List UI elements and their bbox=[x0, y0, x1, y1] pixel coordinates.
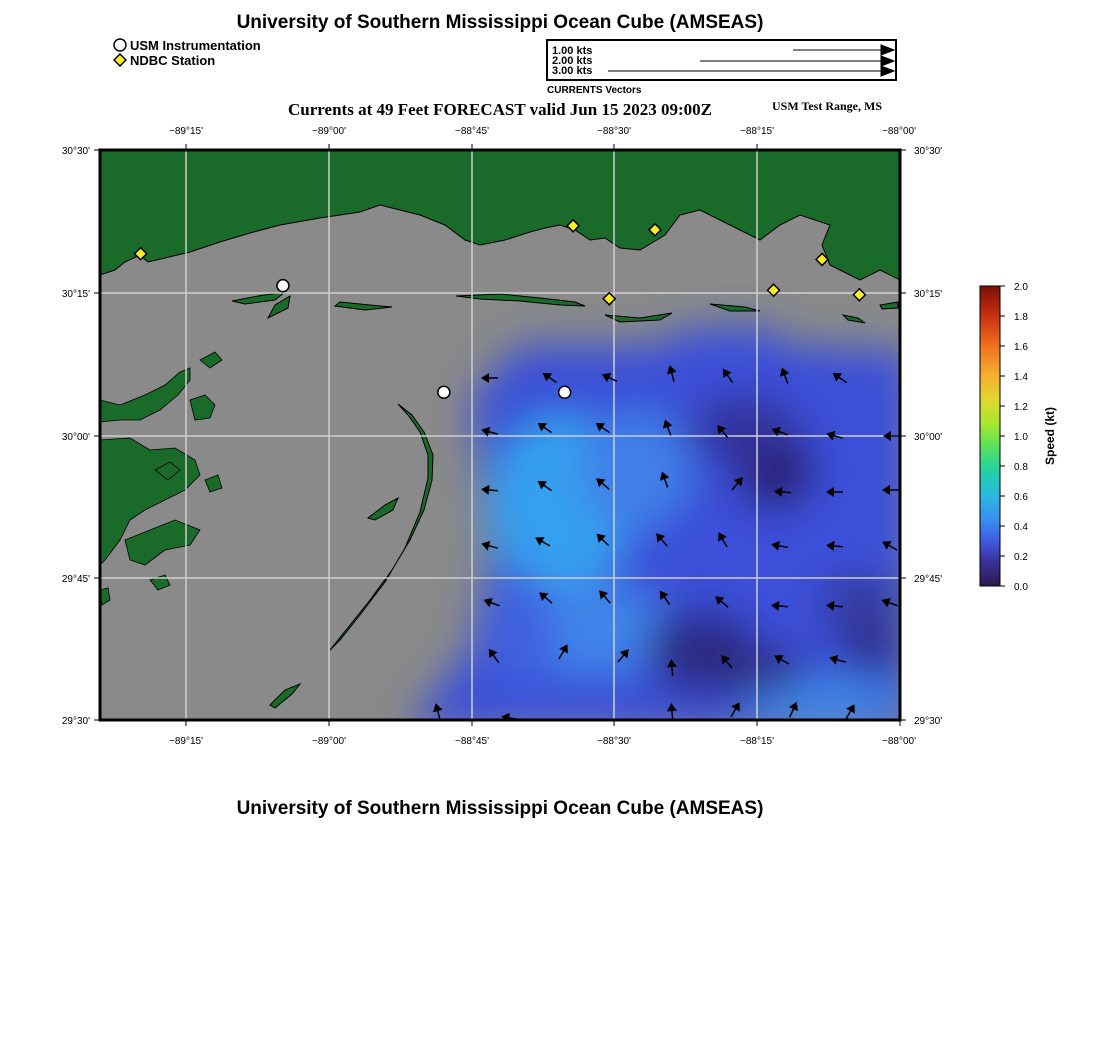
region-label: USM Test Range, MS bbox=[772, 99, 883, 113]
arrow-2kt-icon bbox=[881, 56, 894, 66]
lon-tick-top-1: −89°00' bbox=[312, 126, 346, 137]
lon-tick-bottom-5: −88°00' bbox=[882, 736, 916, 747]
vector-legend-3kt-label: 3.00 kts bbox=[552, 65, 593, 77]
arrow-1kt-icon bbox=[881, 45, 894, 55]
colorbar-tick-1: 1.8 bbox=[1014, 312, 1028, 323]
lon-tick-top-2: −88°45' bbox=[455, 126, 489, 137]
colorbar-tick-4: 1.2 bbox=[1014, 402, 1028, 413]
footer-title: University of Southern Mississippi Ocean Cube (AMSEAS) bbox=[236, 798, 764, 819]
lon-tick-top-3: −88°30' bbox=[597, 126, 631, 137]
colorbar-tick-5: 1.0 bbox=[1014, 432, 1028, 443]
lon-tick-top-4: −88°15' bbox=[740, 126, 774, 137]
lat-tick-left-0: 30°30' bbox=[61, 146, 90, 157]
lon-tick-bottom-2: −88°45' bbox=[455, 736, 489, 747]
arrow-3kt-icon bbox=[881, 66, 894, 76]
current-vector-legend bbox=[546, 39, 897, 81]
colorbar-tick-8: 0.4 bbox=[1014, 522, 1028, 533]
vector-legend-caption: CURRENTS Vectors bbox=[547, 85, 642, 96]
vector-legend-2kt-label: 2.00 kts bbox=[552, 55, 593, 67]
lon-tick-bottom-4: −88°15' bbox=[740, 736, 774, 747]
lon-tick-bottom-1: −89°00' bbox=[312, 736, 346, 747]
usm-instrumentation-legend-label: USM Instrumentation bbox=[130, 38, 261, 53]
ndbc-station-legend-label: NDBC Station bbox=[130, 53, 216, 68]
map-subtitle: Currents at 49 Feet FORECAST valid Jun 15 2023 09:00Z bbox=[288, 100, 712, 119]
colorbar-tick-9: 0.2 bbox=[1014, 552, 1028, 563]
ndbc-station-legend-icon bbox=[113, 53, 127, 67]
page-title: University of Southern Mississippi Ocean Cube (AMSEAS) bbox=[236, 12, 764, 33]
usm-station-marker-1[interactable] bbox=[438, 386, 450, 398]
lat-tick-right-2: 30°00' bbox=[914, 432, 943, 443]
lat-tick-right-4: 29°30' bbox=[914, 716, 943, 727]
lat-tick-right-1: 30°15' bbox=[914, 289, 943, 300]
colorbar-tick-0: 2.0 bbox=[1014, 282, 1028, 293]
lat-tick-left-3: 29°45' bbox=[61, 574, 90, 585]
usm-station-marker-0[interactable] bbox=[277, 280, 289, 292]
usm-station-marker-2[interactable] bbox=[559, 386, 571, 398]
colorbar-label: Speed (kt) bbox=[1043, 406, 1057, 466]
usm-instrumentation-legend-icon bbox=[113, 38, 127, 52]
colorbar-tick-3: 1.4 bbox=[1014, 372, 1028, 383]
lat-tick-right-0: 30°30' bbox=[914, 146, 943, 157]
lat-tick-right-3: 29°45' bbox=[914, 574, 943, 585]
lon-tick-top-0: −89°15' bbox=[169, 126, 203, 137]
lat-tick-left-1: 30°15' bbox=[61, 289, 90, 300]
lat-tick-left-4: 29°30' bbox=[61, 716, 90, 727]
colorbar-tick-6: 0.8 bbox=[1014, 462, 1028, 473]
vector-legend-1kt-label: 1.00 kts bbox=[552, 45, 593, 57]
colorbar-tick-7: 0.6 bbox=[1014, 492, 1028, 503]
lon-tick-bottom-3: −88°30' bbox=[597, 736, 631, 747]
currents-map[interactable] bbox=[0, 115, 960, 755]
lon-tick-top-5: −88°00' bbox=[882, 126, 916, 137]
vector-legend-arrows bbox=[548, 41, 895, 79]
lon-tick-bottom-0: −89°15' bbox=[169, 736, 203, 747]
colorbar-tick-10: 0.0 bbox=[1014, 582, 1028, 593]
speed-colorbar bbox=[970, 275, 1070, 595]
lat-tick-left-2: 30°00' bbox=[61, 432, 90, 443]
colorbar-tick-2: 1.6 bbox=[1014, 342, 1028, 353]
